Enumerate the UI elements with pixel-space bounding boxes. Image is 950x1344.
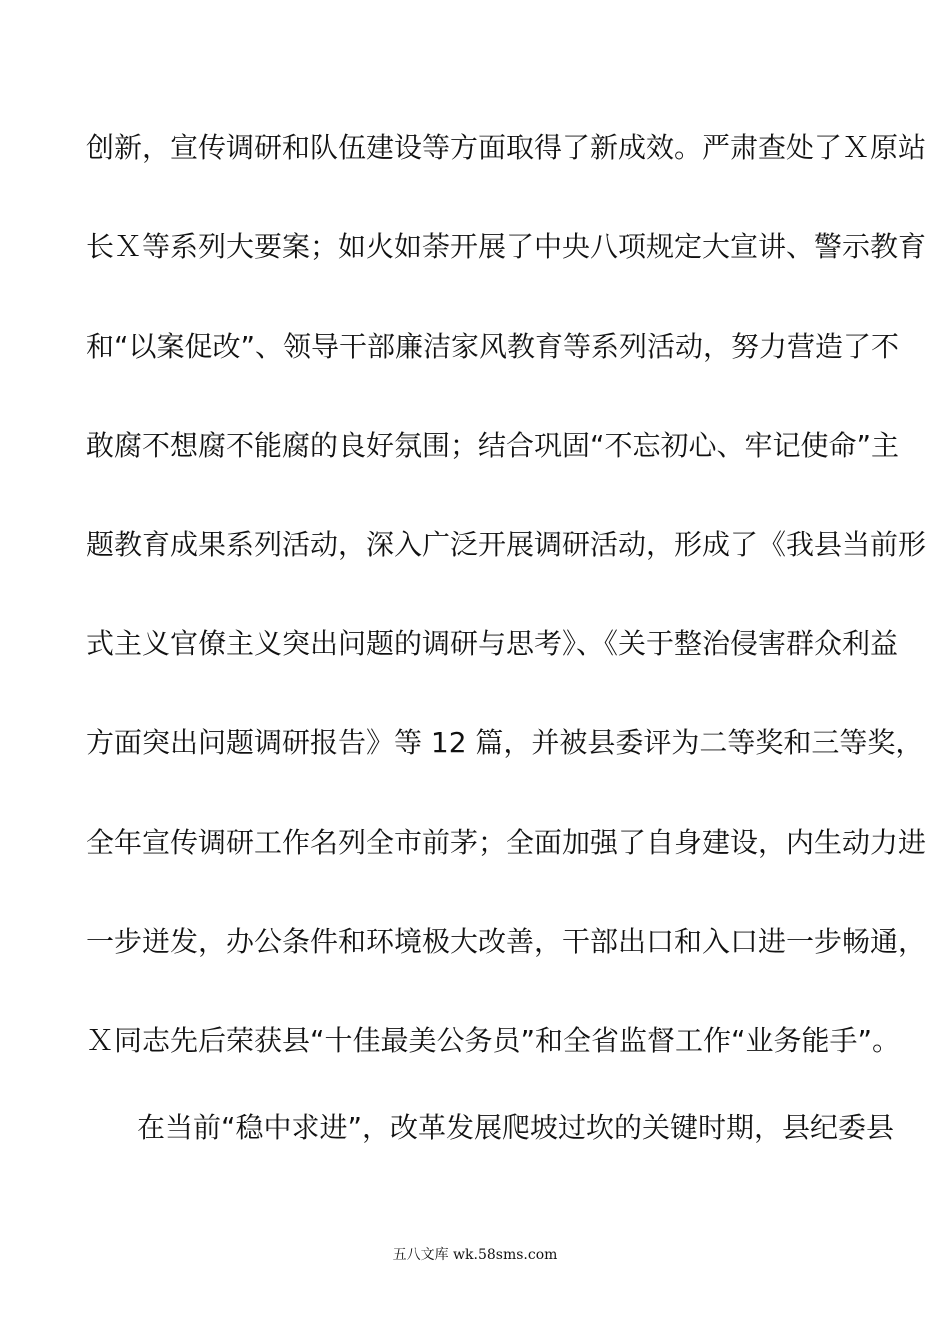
page-footer-watermark: 五八文库 wk.58sms.com	[392, 1247, 558, 1263]
body-text-line: 敢腐不想腐不能腐的良好氛围；结合巩固“不忘初心、牢记使命”主	[86, 429, 900, 462]
body-text-line: 长Ｘ等系列大要案；如火如荼开展了中央八项规定大宣讲、警示教育	[86, 230, 927, 263]
body-text-line: Ｘ同志先后荣获县“十佳最美公务员”和全省监督工作“业务能手”。	[86, 1024, 901, 1057]
body-text-line: 方面突出问题调研报告》等 12 篇，并被县委评为二等奖和三等奖，	[86, 726, 924, 759]
body-text-line: 题教育成果系列活动，深入广泛开展调研活动，形成了《我县当前形	[86, 528, 927, 561]
body-text-line: 一步迸发，办公条件和环境极大改善，干部出口和入口进一步畅通，	[86, 925, 927, 958]
body-text-line: 和“以案促改”、领导干部廉洁家风教育等系列活动，努力营造了不	[86, 330, 900, 363]
body-text-line: 式主义官僚主义突出问题的调研与思考》、《关于整治侵害群众利益	[86, 627, 899, 660]
paragraph-first-line: 在当前“稳中求进”，改革发展爬坡过坎的关键时期，县纪委县	[137, 1111, 895, 1144]
body-text-line: 全年宣传调研工作名列全市前茅；全面加强了自身建设，内生动力进	[86, 826, 927, 859]
body-text-line: 创新，宣传调研和队伍建设等方面取得了新成效。严肃查处了Ｘ原站	[86, 131, 927, 164]
